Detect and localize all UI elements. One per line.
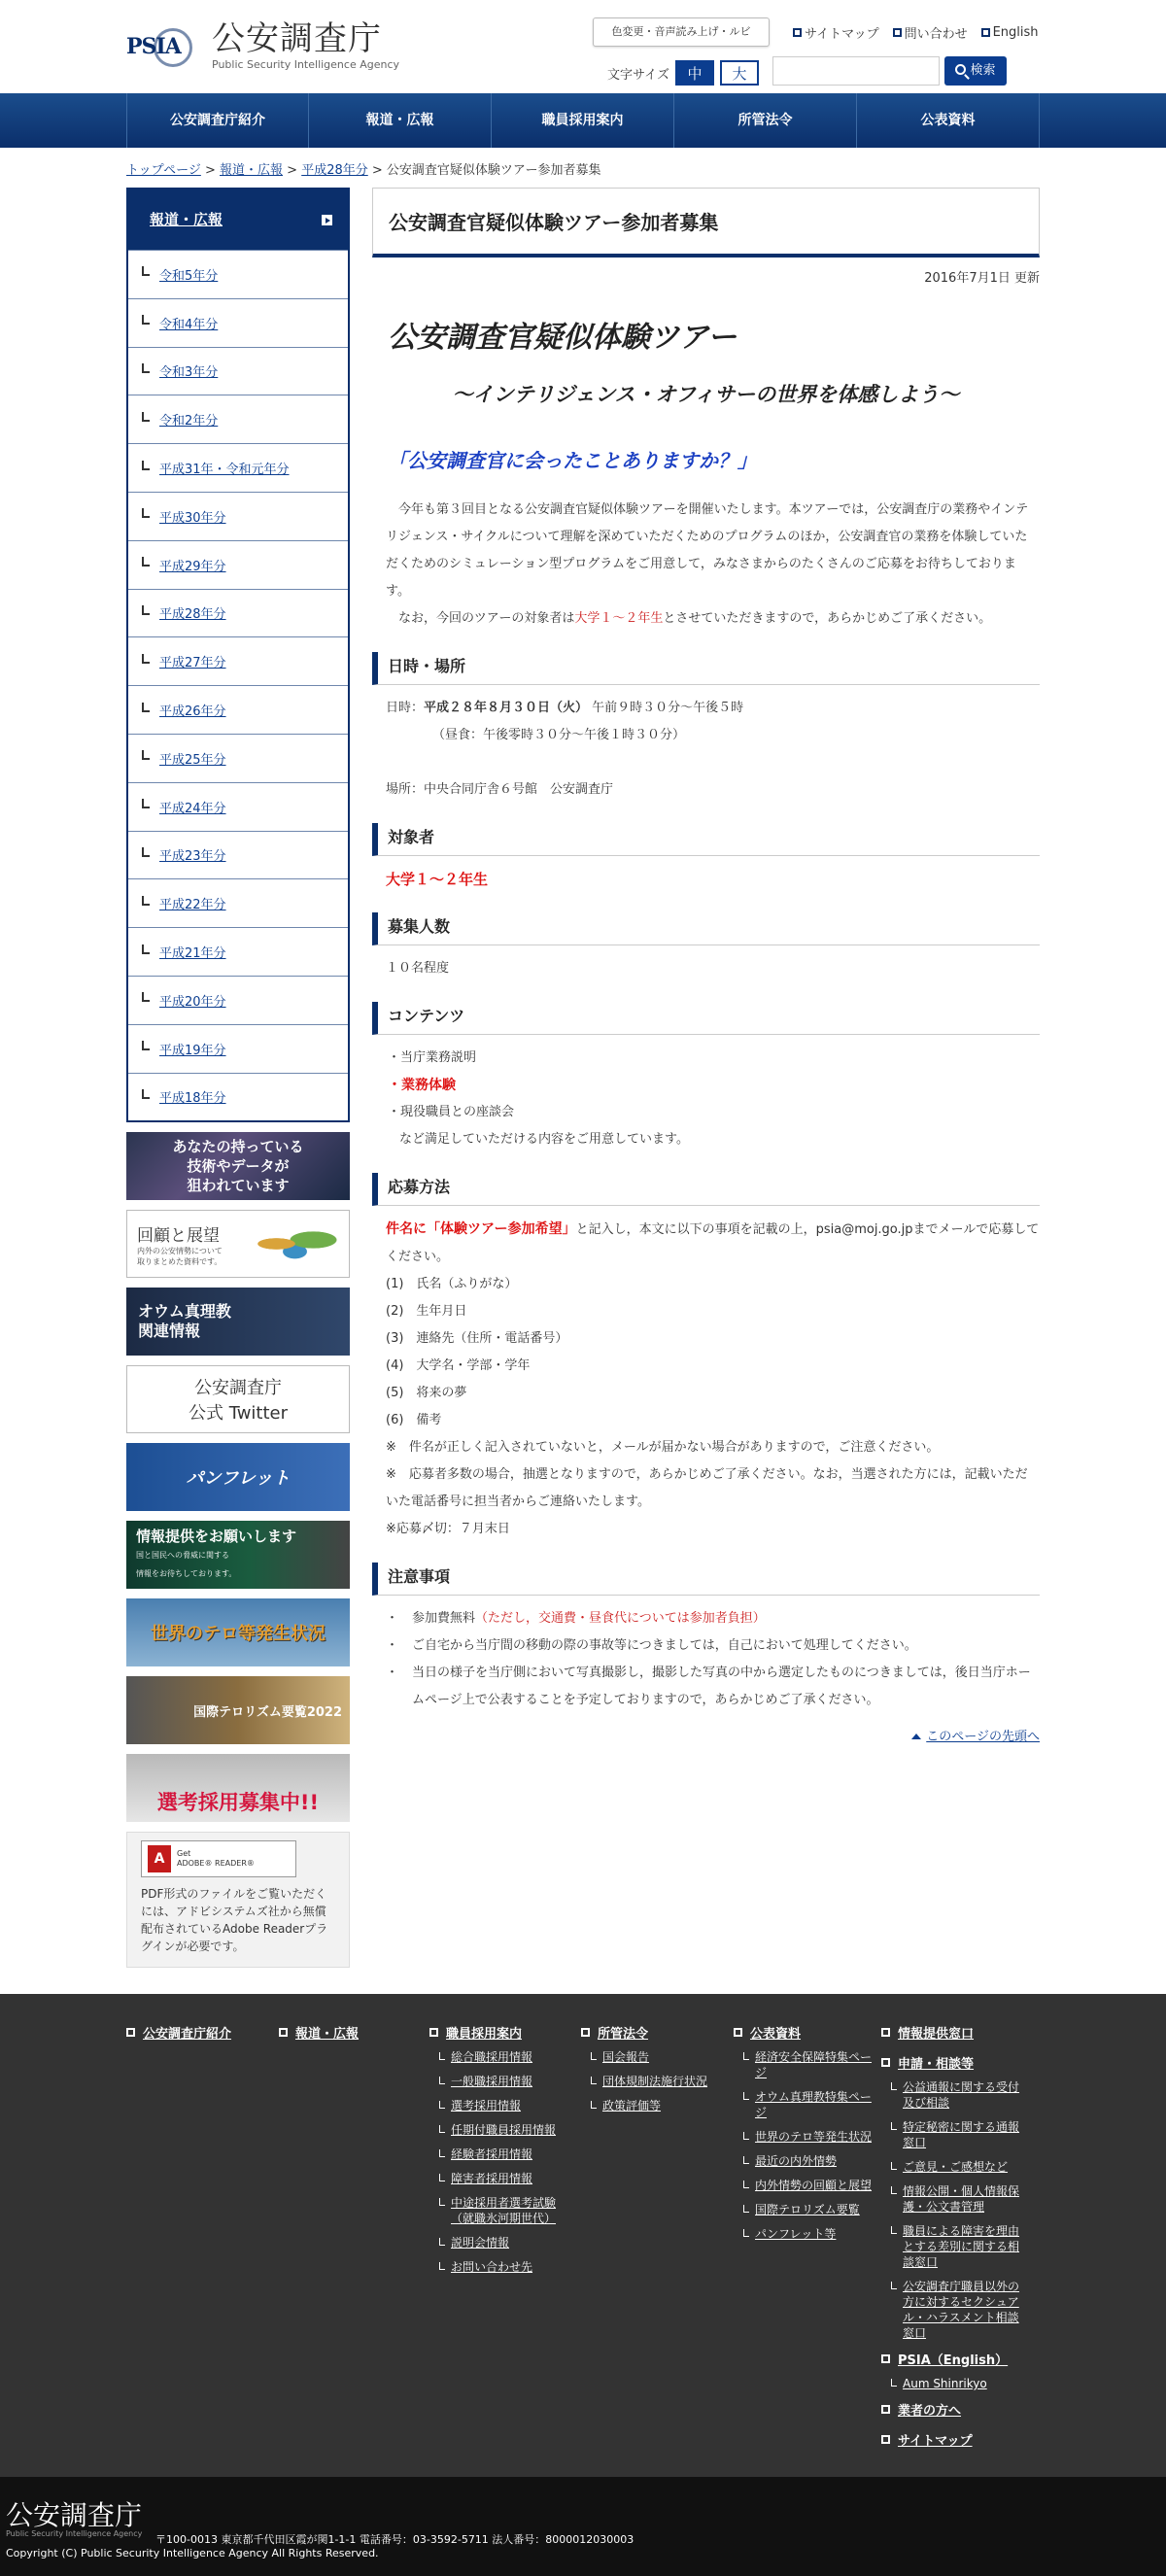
- target-text: 大学１～２年生: [386, 871, 489, 888]
- square-bullet-icon: [881, 2405, 890, 2414]
- copyright-bar: [0, 2477, 1166, 2576]
- corner-arrow-icon: [142, 315, 150, 325]
- corner-arrow-icon: [142, 557, 150, 567]
- footer-col-contact: [881, 2023, 1027, 2449]
- event-place: 場所：中央合同庁舎６号館 公安調査庁: [386, 782, 614, 797]
- footer-heading[interactable]: 公表資料: [734, 2023, 879, 2042]
- lead-highlight: 大学１～２年生: [574, 611, 664, 626]
- adobe-pdf-icon: A: [148, 1845, 171, 1872]
- psia-logo-mark: PSIA: [126, 34, 210, 59]
- adobe-reader-link[interactable]: [141, 1840, 296, 1877]
- banner-sub: 国と国民への脅威に関する: [136, 1550, 229, 1560]
- footer-link[interactable]: 国際テロリズム要覧: [734, 2202, 879, 2217]
- footer-link[interactable]: 選考採用情報: [429, 2098, 575, 2113]
- square-bullet-icon: [126, 2028, 135, 2037]
- sidebar-item[interactable]: 令和3年分: [128, 347, 348, 395]
- article-heading: 公安調査官疑似体験ツアー: [388, 321, 737, 355]
- footer-address: 〒100-0013 東京都千代田区霞が関1-1-1 電話番号：03-3592-5711 法人番号：8000012030003: [155, 2533, 634, 2546]
- content-note: など満足していただける内容をご用意しています。: [399, 1132, 689, 1147]
- gnav-item-laws[interactable]: 所管法令: [674, 93, 857, 148]
- apply-note: ※ 応募者多数の場合，抽選となりますので，あらかじめご了承ください。なお，当選された方には，記載いただいた電話番号に担当者からご連絡いたします。: [386, 1467, 1028, 1509]
- section-heading: 注意事項: [372, 1563, 1040, 1596]
- banner-recruitment[interactable]: [126, 1754, 350, 1822]
- banner-text: 選考採用募集中!!: [156, 1791, 320, 1815]
- sidebar-item[interactable]: 令和5年分: [128, 250, 348, 298]
- banner-title: 公安調査庁: [194, 1378, 282, 1399]
- footer-link[interactable]: 公安調査庁職員以外の方に対するセクシュアル・ハラスメント相談窓口: [881, 2279, 1027, 2341]
- footer-link[interactable]: 説明会情報: [429, 2235, 575, 2250]
- footer-link[interactable]: 団体規制法施行状況: [581, 2074, 727, 2089]
- sidebar-item[interactable]: 平成22年分: [128, 878, 348, 927]
- banner-sub: 公式 Twitter: [188, 1403, 289, 1425]
- apply-item: (3) 連絡先（住所・電話番号）: [386, 1331, 568, 1346]
- adobe-reader-box: [126, 1832, 350, 1968]
- footer-link[interactable]: 任期付職員採用情報: [429, 2122, 575, 2138]
- banner-text: パンフレット: [186, 1468, 291, 1490]
- note-text: ご自宅から当庁間の移動の際の事故等につきましては，自己において処理してください。: [412, 1638, 917, 1653]
- sidebar-item[interactable]: 平成19年分: [128, 1024, 348, 1073]
- corner-arrow-icon: [142, 703, 150, 712]
- footer-link[interactable]: 世界のテロ等発生状況: [734, 2129, 879, 2145]
- banner-text: 国際テロリズム要覧2022: [193, 1704, 342, 1720]
- banner-review-outlook[interactable]: [126, 1210, 350, 1278]
- banner-text: 関連情報: [138, 1322, 201, 1341]
- lead-text: なお，今回のツアーの対象者は: [398, 611, 575, 626]
- footer-link[interactable]: 障害者採用情報: [429, 2171, 575, 2186]
- sidebar-nav: [126, 188, 350, 1122]
- apply-deadline: ※応募〆切：７月末日: [386, 1522, 510, 1536]
- breadcrumb-home[interactable]: トップページ: [126, 163, 201, 178]
- footer-link[interactable]: 内外情勢の回顧と展望: [734, 2178, 879, 2193]
- main-content: [372, 188, 1040, 1744]
- sidebar-item[interactable]: 平成20年分: [128, 976, 348, 1024]
- event-date: 平成２８年８月３０日（火）: [424, 701, 589, 715]
- lunch-time: （昼食：午後零時３０分～午後１時３０分）: [432, 728, 686, 742]
- adobe-text: PDF形式のファイルをご覧いただくには、アドビシステムズ社から無償配布されているAdobe Readerプラグインが必要です。: [141, 1887, 328, 1954]
- square-bullet-icon: [881, 2435, 890, 2444]
- target-block: [372, 866, 1040, 893]
- footer-heading[interactable]: 公安調査庁紹介: [126, 2023, 231, 2042]
- banner-info-request[interactable]: [126, 1521, 350, 1589]
- footer-heading[interactable]: サイトマップ: [881, 2430, 1027, 2449]
- footer-link[interactable]: 最近の内外情勢: [734, 2153, 879, 2169]
- event-time: 午前９時３０分～午後５時: [592, 701, 744, 715]
- sidebar-item[interactable]: 令和4年分: [128, 298, 348, 347]
- square-bullet-icon: [893, 28, 902, 37]
- sidebar-item[interactable]: 平成27年分: [128, 636, 348, 685]
- contact-label: 問い合わせ: [904, 27, 968, 42]
- corner-arrow-icon: [142, 363, 150, 373]
- global-nav: [0, 93, 1166, 148]
- search-button[interactable]: [944, 56, 1007, 86]
- footer-link[interactable]: 中途採用者選考試験（就職氷河期世代）: [429, 2195, 575, 2226]
- breadcrumb: トップページ > 報道・広報 > 平成28年分 > 公安調査官疑似体験ツアー参加者募集: [126, 163, 601, 178]
- footer-link[interactable]: 国会報告: [581, 2049, 727, 2065]
- contents-block: [372, 1045, 1040, 1153]
- note-text: 参加費無料: [412, 1611, 476, 1626]
- banner-text: 技術やデータが: [187, 1157, 290, 1176]
- breadcrumb-current: 公安調査官疑似体験ツアー参加者募集: [386, 163, 601, 178]
- square-bullet-icon: [279, 2028, 288, 2037]
- lead-text: とさせていただきますので，あらかじめご了承ください。: [663, 611, 992, 626]
- corner-arrow-icon: [142, 750, 150, 760]
- footer-link[interactable]: 総合職採用情報: [429, 2049, 575, 2065]
- lead-paragraph: [372, 497, 1040, 633]
- footer-link[interactable]: Aum Shinrikyo: [881, 2376, 1027, 2391]
- content-item: ・当庁業務説明: [388, 1050, 477, 1065]
- adobe-brand: ADOBE® READER®: [177, 1859, 255, 1869]
- section-heading: 募集人数: [372, 912, 1040, 945]
- lead-text: 今年も第３回目となる公安調査官疑似体験ツアーを開催いたします。本ツアーでは，公安調査庁の業務やインテリジェンス・サイクルについて理解を深めていただくためのプログラムのほか，公安調査官の業務を体験していただくためのシミュレーション型プログラムをご用意して，みなさまからのたくさんのご応募をお待ちしております。: [386, 502, 1029, 599]
- footer-heading[interactable]: 職員採用案内: [429, 2023, 575, 2042]
- sitemap-label: サイトマップ: [805, 27, 879, 42]
- banner-sub: 取りまとめた資料です。: [137, 1256, 223, 1266]
- corner-arrow-icon: [142, 799, 150, 808]
- gnav-item-publications[interactable]: 公表資料: [857, 93, 1040, 148]
- footer-link[interactable]: 政策評価等: [581, 2098, 727, 2113]
- font-size-medium-button[interactable]: 中: [675, 60, 714, 86]
- note-highlight: （ただし，交通費・昼食代については参加者負担）: [475, 1611, 766, 1626]
- font-size-label: 文字サイズ: [607, 67, 669, 83]
- sidebar-item[interactable]: 平成30年分: [128, 492, 348, 540]
- corner-arrow-icon: [142, 654, 150, 664]
- footer-link[interactable]: 情報公開・個人情報保護・公文書管理: [881, 2183, 1027, 2215]
- sidebar-item[interactable]: 平成26年分: [128, 685, 348, 734]
- sidebar-item[interactable]: 平成28年分: [128, 589, 348, 637]
- footer-link[interactable]: 公益通報に関する受付及び相談: [881, 2079, 1027, 2111]
- sidebar-heading[interactable]: 報道・広報: [128, 189, 348, 250]
- notes-block: ・ 参加費無料（ただし，交通費・昼食代については参加者負担） ・ ご自宅から当庁間の移動の際の事故等につきましては，自己において処理してください。 ・ 当日の様子を当庁側において写真撮影し，撮影した写真の中から選定したものにつきましては，後日当庁ホームページ上で公表することを予定しておりますので，あらかじめご了承ください。: [372, 1605, 1040, 1714]
- square-bullet-icon: [581, 2028, 590, 2037]
- footer-col-publications: [734, 2023, 879, 2250]
- article-question: 「公安調査官に会ったことありますか？」: [388, 449, 757, 472]
- section-heading: 応募方法: [372, 1173, 1040, 1206]
- page-top-label[interactable]: このページの先頭へ: [926, 1730, 1040, 1744]
- sidebar-item[interactable]: 平成21年分: [128, 927, 348, 976]
- footer-col-laws: [581, 2023, 727, 2122]
- footer-link[interactable]: ご意見・ご感想など: [881, 2159, 1027, 2175]
- apply-item: (6) 備考: [386, 1413, 442, 1427]
- sidebar-item[interactable]: 平成24年分: [128, 782, 348, 831]
- apply-item: (5) 将来の夢: [386, 1386, 467, 1400]
- search-input[interactable]: [772, 56, 940, 86]
- section-heading: 日時・場所: [372, 652, 1040, 685]
- content-item: ・現役職員との座談会: [388, 1105, 515, 1119]
- sidebar: [126, 188, 350, 1968]
- corner-arrow-icon: [142, 508, 150, 518]
- banner-aum[interactable]: [126, 1288, 350, 1356]
- site-header: [0, 0, 1166, 93]
- sidebar-item[interactable]: 平成25年分: [128, 734, 348, 782]
- updated-date: 2016年7月1日 更新: [924, 271, 1040, 286]
- footer-nav: [0, 1994, 1166, 2477]
- footer-logo: 公安調査庁: [6, 2499, 143, 2531]
- banner-text: 狙われています: [187, 1177, 290, 1195]
- footer-link[interactable]: パンフレット等: [734, 2226, 879, 2242]
- sidebar-item[interactable]: 平成29年分: [128, 540, 348, 589]
- banner-title: 情報提供をお願いします: [136, 1527, 297, 1545]
- banner-text: 世界のテロ等発生状況: [151, 1624, 326, 1645]
- logo-title: 公安調査庁: [212, 19, 382, 58]
- banner-sub: 内外の公安情勢について: [137, 1246, 223, 1255]
- section-heading: 対象者: [372, 823, 1040, 856]
- capacity-block: １０名程度: [386, 961, 450, 976]
- apply-item: (4) 大学名・学部・学年: [386, 1358, 531, 1373]
- apply-item: (2) 生年月日: [386, 1304, 467, 1319]
- sidebar-item[interactable]: 平成18年分: [128, 1073, 348, 1121]
- utility-links: [793, 23, 1039, 42]
- footer-col-about: [126, 2023, 231, 2042]
- note-text: 当日の様子を当庁側において写真撮影し，撮影した写真の中から選定したものにつきましては，後日当庁ホームページ上で公表することを予定しておりますので，あらかじめご了承ください。: [412, 1666, 1031, 1707]
- footer-link[interactable]: オウム真理教特集ページ: [734, 2089, 879, 2120]
- apply-block: [372, 1216, 1040, 1543]
- corner-arrow-icon: [142, 605, 150, 615]
- banner-pamphlet[interactable]: [126, 1443, 350, 1511]
- banner-text: オウム真理教: [138, 1302, 231, 1322]
- footer-link[interactable]: 経験者採用情報: [429, 2147, 575, 2162]
- gnav-item-recruit[interactable]: 職員採用案内: [492, 93, 674, 148]
- breadcrumb-press[interactable]: 報道・広報: [220, 163, 284, 178]
- corner-arrow-icon: [142, 1041, 150, 1050]
- square-bullet-icon: [793, 28, 802, 37]
- corner-arrow-icon: [142, 266, 150, 276]
- footer-heading[interactable]: 業者の方へ: [881, 2400, 1027, 2419]
- square-bullet-icon: [881, 2354, 890, 2363]
- footer-link[interactable]: 職員による障害を理由とする差別に関する相談窓口: [881, 2223, 1027, 2270]
- apply-note: ※ 件名が正しく記入されていないと，メールが届かない場合がありますので，ご注意ください。: [386, 1440, 940, 1455]
- corner-arrow-icon: [142, 461, 150, 470]
- world-map-icon: [249, 1224, 341, 1263]
- footer-heading[interactable]: 申請・相談等: [881, 2053, 1027, 2072]
- contact-link[interactable]: [893, 23, 968, 42]
- sidebar-item[interactable]: 平成23年分: [128, 831, 348, 879]
- footer-copyright: Copyright (C) Public Security Intelligence Agency All Rights Reserved.: [6, 2547, 379, 2559]
- sidebar-item[interactable]: 平成31年・令和元年分: [128, 443, 348, 492]
- footer-logo-en: Public Security Intelligence Agency: [6, 2529, 143, 2538]
- arrow-right-icon: [322, 215, 332, 225]
- apply-intro: と記入し，本文に以下の事項を記載の上，psia@moj.go.jpまでメールで応募してください。: [386, 1222, 1040, 1264]
- square-bullet-icon: [734, 2028, 742, 2037]
- logo-subtitle: Public Security Intelligence Agency: [212, 58, 400, 71]
- apply-item: (1) 氏名（ふりがな）: [386, 1277, 518, 1291]
- corner-arrow-icon: [142, 945, 150, 954]
- breadcrumb-h28[interactable]: 平成28年分: [301, 163, 368, 178]
- english-label: English: [992, 25, 1039, 40]
- page-title: 公安調査官疑似体験ツアー参加者募集: [372, 188, 1040, 258]
- footer-heading[interactable]: 所管法令: [581, 2023, 727, 2042]
- corner-arrow-icon: [142, 896, 150, 906]
- accessibility-button[interactable]: 色変更・音声読み上げ・ルビ: [593, 17, 770, 47]
- subject-highlight: 件名に「体験ツアー参加希望」: [386, 1221, 576, 1237]
- sitemap-link[interactable]: [793, 23, 879, 42]
- section-heading: コンテンツ: [372, 1002, 1040, 1035]
- square-bullet-icon: [981, 28, 990, 37]
- triangle-up-icon: [911, 1734, 921, 1739]
- gnav-item-about[interactable]: 公安調査庁紹介: [126, 93, 309, 148]
- site-logo[interactable]: [126, 21, 399, 71]
- corner-arrow-icon: [142, 992, 150, 1002]
- font-size-switcher: [607, 60, 759, 86]
- corner-arrow-icon: [142, 1089, 150, 1099]
- banner-text: あなたの持っている: [172, 1138, 304, 1156]
- sidebar-item[interactable]: 令和2年分: [128, 395, 348, 443]
- adobe-get: Get: [177, 1849, 191, 1859]
- font-size-large-button[interactable]: 大: [720, 60, 759, 86]
- square-bullet-icon: [881, 2028, 890, 2037]
- corner-arrow-icon: [142, 412, 150, 422]
- footer-link[interactable]: 経済安全保障特集ページ: [734, 2049, 879, 2080]
- footer-col-recruit: [429, 2023, 575, 2284]
- search-icon: [955, 64, 966, 75]
- square-bullet-icon: [429, 2028, 438, 2037]
- banner-title: 回顧と展望: [137, 1225, 220, 1246]
- banner-tech-protection[interactable]: [126, 1132, 350, 1200]
- footer-link[interactable]: 特定秘密に関する通報窓口: [881, 2119, 1027, 2150]
- banner-sub: 情報をお待ちしております。: [136, 1568, 237, 1578]
- footer-heading[interactable]: 報道・広報: [279, 2023, 359, 2042]
- english-link[interactable]: [981, 23, 1039, 42]
- search-button-label: 検索: [970, 63, 996, 78]
- footer-col-press: [279, 2023, 359, 2042]
- article-subtitle: ～インテリジェンス・オフィサーの世界を体感しよう～: [452, 383, 960, 406]
- banner-twitter[interactable]: [126, 1365, 350, 1433]
- square-bullet-icon: [881, 2058, 890, 2067]
- banner-world-terror[interactable]: [126, 1598, 350, 1666]
- datetime-block: [372, 695, 1040, 804]
- banner-terrorism-handbook[interactable]: [126, 1676, 350, 1744]
- date-label: 日時：: [386, 701, 425, 715]
- page-top-link[interactable]: [372, 1726, 1040, 1744]
- footer-heading[interactable]: PSIA（English）: [881, 2350, 1027, 2368]
- gnav-item-press[interactable]: 報道・広報: [309, 93, 492, 148]
- footer-link[interactable]: お問い合わせ先: [429, 2259, 575, 2275]
- footer-link[interactable]: 一般職採用情報: [429, 2074, 575, 2089]
- corner-arrow-icon: [142, 847, 150, 857]
- footer-heading[interactable]: 情報提供窓口: [881, 2023, 1027, 2042]
- content-item: ・業務体験: [388, 1078, 456, 1093]
